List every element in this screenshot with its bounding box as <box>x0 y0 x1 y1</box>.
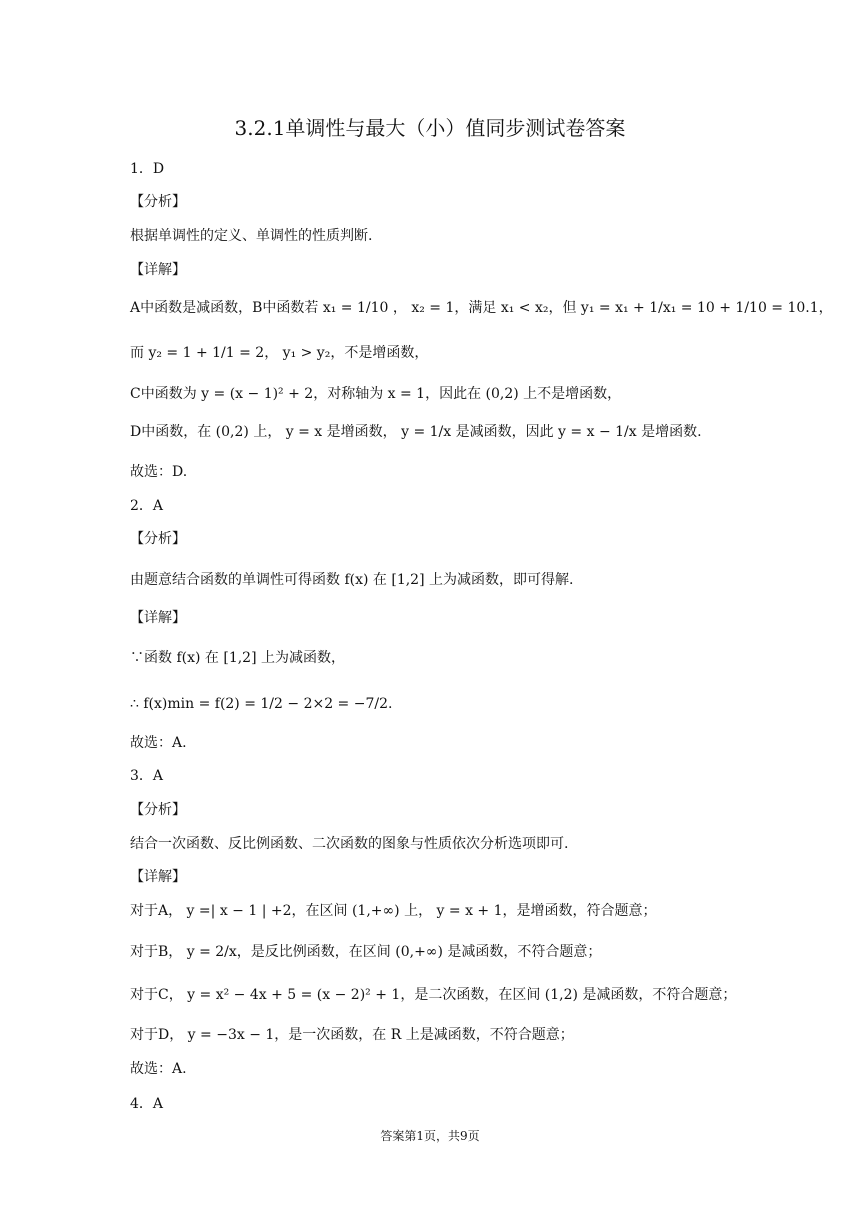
page-title: 3.2.1单调性与最大（小）值同步测试卷答案 <box>234 116 626 140</box>
section-analysis: 【分析】 <box>130 531 186 547</box>
section-detail: 【详解】 <box>130 262 186 278</box>
answer-2: 2．A <box>130 498 164 514</box>
detail-line: 对于D， y = −3x − 1，是一次函数，在 R 上是减函数，不符合题意； <box>130 1027 574 1043</box>
page-footer: 答案第1页，共9页 <box>380 1129 480 1143</box>
conclusion-line: 故选：D. <box>130 464 188 480</box>
detail-line: ∴ f(x)min = f(2) = 1/2 − 2×2 = −7/2. <box>130 696 393 712</box>
analysis-text: 结合一次函数、反比例函数、二次函数的图象与性质依次分析选项即可. <box>130 836 569 852</box>
conclusion-line: 故选：A. <box>130 1061 187 1077</box>
section-detail: 【详解】 <box>130 610 186 626</box>
detail-line: 对于A， y =| x − 1 | +2，在区间 (1,+∞) 上， y = x + 1，是增函数，符合题意； <box>130 903 657 919</box>
detail-line: ∵函数 f(x) 在 [1,2] 上为减函数， <box>130 650 345 666</box>
section-analysis: 【分析】 <box>130 194 186 210</box>
conclusion-line: 故选：A. <box>130 735 187 751</box>
answer-4: 4．A <box>130 1096 164 1112</box>
detail-line: 对于B， y = 2/x，是反比例函数，在区间 (0,+∞) 是减函数，不符合题意； <box>130 944 602 960</box>
detail-line: 而 y₂ = 1 + 1/1 = 2， y₁ > y₂，不是增函数， <box>130 345 429 361</box>
answer-3: 3．A <box>130 768 164 784</box>
detail-line: C中函数为 y = (x − 1)² + 2，对称轴为 x = 1，因此在 (0,2) 上不是增函数， <box>130 386 622 402</box>
detail-line: A中函数是减函数，B中函数若 x₁ = 1/10 ， x₂ = 1，满足 x₁ < x₂，但 y₁ = x₁ + 1/x₁ = 10 + 1/10 = 10.1， <box>130 300 833 316</box>
analysis-text: 由题意结合函数的单调性可得函数 f(x) 在 [1,2] 上为减函数，即可得解. <box>130 572 574 588</box>
section-detail: 【详解】 <box>130 869 186 885</box>
detail-line: 对于C， y = x² − 4x + 5 = (x − 2)² + 1，是二次函数，在区间 (1,2) 是减函数，不符合题意； <box>130 987 737 1003</box>
section-analysis: 【分析】 <box>130 802 186 818</box>
detail-line: D中函数，在 (0,2) 上， y = x 是增函数， y = 1/x 是减函数，因此 y = x − 1/x 是增函数. <box>130 424 702 440</box>
analysis-text: 根据单调性的定义、单调性的性质判断. <box>130 228 373 244</box>
answer-1: 1．D <box>130 161 165 177</box>
